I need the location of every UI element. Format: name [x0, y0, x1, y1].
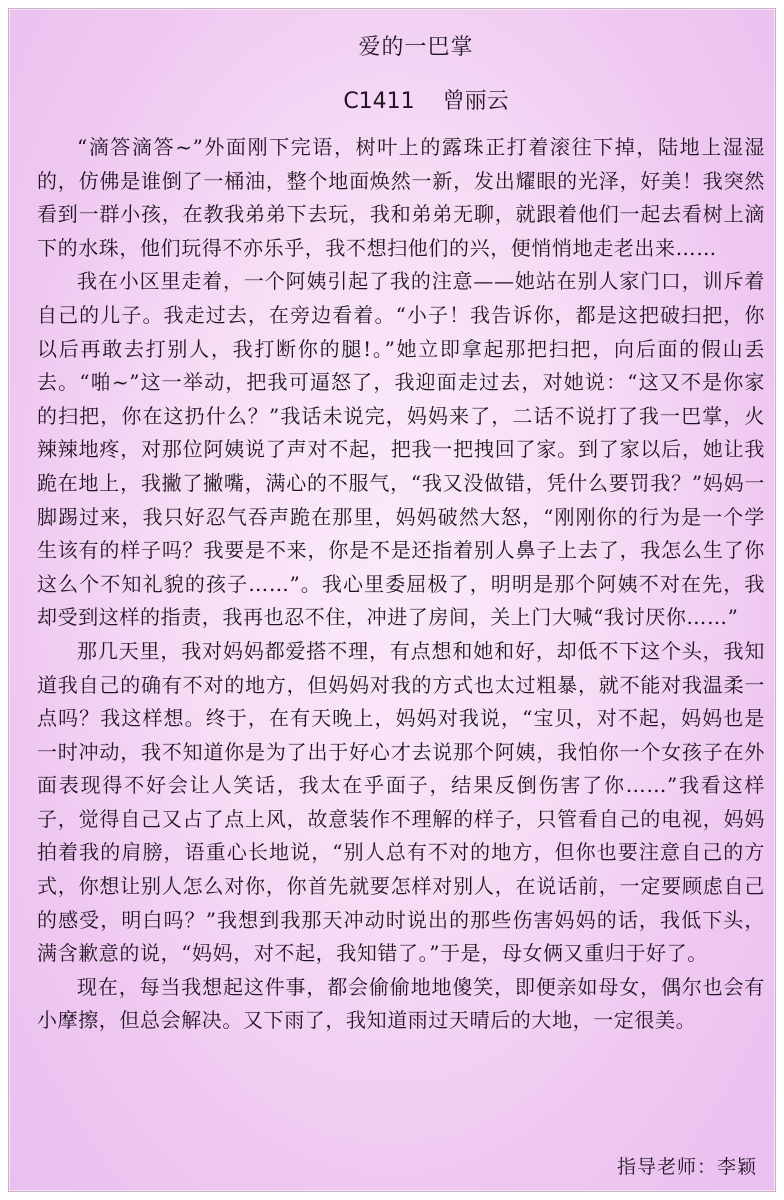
- class-id: C1411: [343, 89, 415, 114]
- article-title: 爱的一巴掌: [358, 35, 474, 60]
- author-line: [37, 81, 765, 123]
- paper-sheet: [8, 8, 776, 1192]
- article-body: [37, 131, 765, 1038]
- author-name: 曾丽云: [442, 89, 509, 114]
- article: [37, 31, 765, 1191]
- paragraph: 那几天里，我对妈妈都爱搭不理，有点想和她和好，却低不下这个头，我知道我自己的确有不对的地方，但妈妈对我的方式也太过粗暴，就不能对我温柔一点吗？我这样想。终于，在有天晚上，妈妈对我说，“宝贝，对不起，妈妈也是一时冲动，我不知道你是为了出于好心才去说那个阿姨，我怕你一个女孩子在外面表现得不好会让人笑话，我太在乎面子，结果反倒伤害了你……”我看这样子，觉得自己又占了点上风，故意装作不理解的样子，只管看自己的电视，妈妈拍着我的肩膀，语重心长地说，“别人总有不对的地方，但你也要注意自己的方式，你想让别人怎么对你，你首先就要怎样对别人，在说话前，一定要顾虑自己的感受，明白吗？”我想到我那天冲动时说出的那些伤害妈妈的话，我低下头，满含歉意的说，“妈妈，对不起，我知错了。”于是，母女俩又重归于好了。: [37, 638, 765, 966]
- paragraph: 现在，每当我想起这件事，都会偷偷地地傻笑，即便亲如母女，偶尔也会有小摩擦，但总会解决。又下雨了，我知道雨过天晴后的大地，一定很美。: [37, 974, 765, 1033]
- paragraph: “滴答滴答~”外面刚下完语，树叶上的露珠正打着滚往下掉，陆地上湿湿的，仿佛是谁倒了一桶油，整个地面焕然一新，发出耀眼的光泽，好美！我突然看到一群小孩，在教我弟弟下去玩，我和弟弟无聊，就跟着他们一起去看树上滴下的水珠，他们玩得不亦乐乎，我不想扫他们的兴，便悄悄地走老出来……: [37, 135, 765, 260]
- paragraph: 我在小区里走着，一个阿姨引起了我的注意——她站在别人家门口，训斥着自己的儿子。我走过去，在旁边看着。“小子！我告诉你，都是这把破扫把，你以后再敢去打别人，我打断你的腿!。”她立即拿起那把扫把，向后面的假山丢去。“啪~”这一举动，把我可逼怒了，我迎面走过去，对她说：“这又不是你家的扫把，你在这扔什么？”我话未说完，妈妈来了，二话不说打了我一巴掌，火辣辣地疼，对那位阿姨说了声对不起，把我一把拽回了家。到了家以后，她让我跪在地上，我撇了撇嘴，满心的不服气，“我又没做错，凭什么要罚我？”妈妈一脚踢过来，我只好忍气吞声跪在那里，妈妈破然大怒，“刚刚你的行为是一个学生该有的样子吗？我要是不来，你是不是还指着别人鼻子上去了，我怎么生了你这么个不知礼貌的孩子……”。我心里委屈极了，明明是那个阿姨不对在先，我却受到这样的指责，我再也忍不住，冲进了房间，关上门大喊“我讨厌你……”: [37, 269, 765, 630]
- teacher-credit: 指导老师：李颖: [616, 1156, 757, 1178]
